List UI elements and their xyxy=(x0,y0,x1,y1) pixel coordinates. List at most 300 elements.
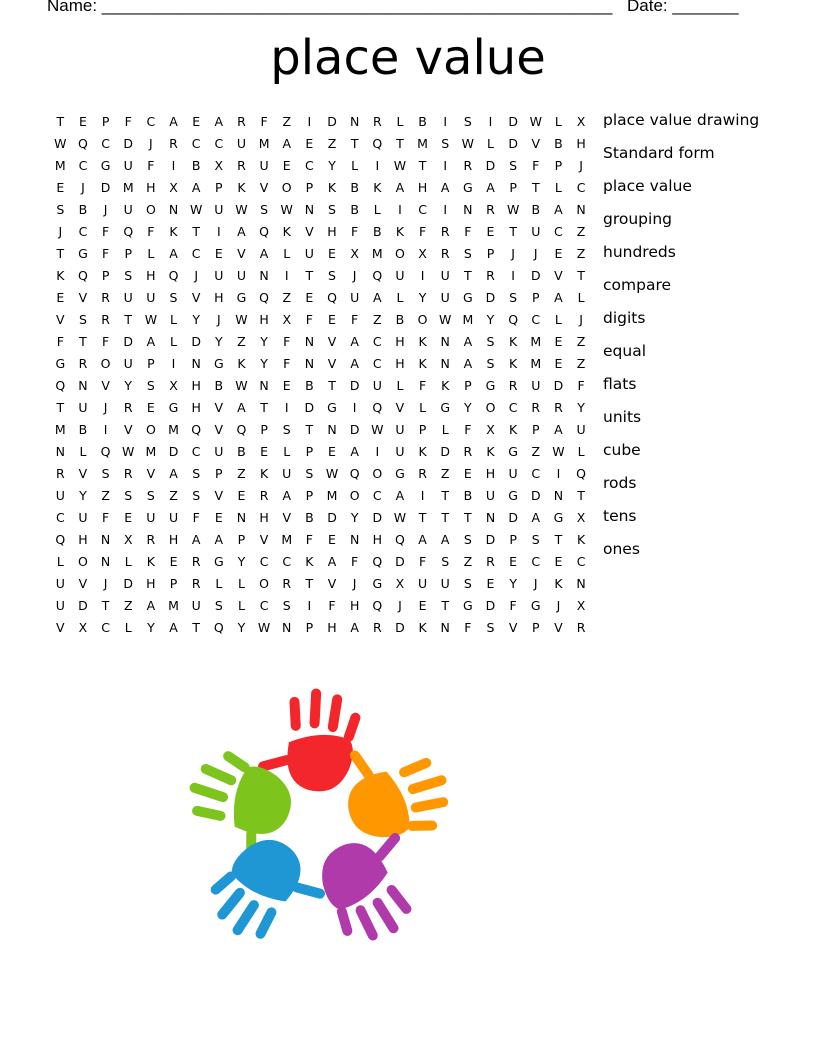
grid-letter: I xyxy=(171,355,176,371)
grid-letter: C xyxy=(146,113,156,129)
grid-letter: S xyxy=(509,289,518,305)
grid-letter: G xyxy=(55,355,66,371)
grid-letter: V xyxy=(237,245,246,261)
grid-letter: Z xyxy=(576,223,586,239)
grid-letter: S xyxy=(192,487,201,503)
grid-letter: U xyxy=(123,157,133,173)
grid-letter: A xyxy=(418,531,427,547)
grid-row xyxy=(49,550,592,572)
grid-row xyxy=(49,440,592,462)
grid-letter: C xyxy=(531,465,541,481)
grid-letter: Y xyxy=(124,377,133,393)
grid-letter: P xyxy=(464,377,472,393)
grid-letter: F xyxy=(124,113,132,129)
grid-letter: E xyxy=(509,553,518,569)
grid-letter: C xyxy=(531,311,541,327)
grid-letter: W xyxy=(257,619,271,635)
grid-letter: D xyxy=(78,597,88,613)
grid-letter: H xyxy=(168,531,179,547)
grid-letter: A xyxy=(554,289,563,305)
grid-letter: B xyxy=(373,223,382,239)
grid-letter: E xyxy=(282,157,291,173)
grid-letter: B xyxy=(191,157,201,173)
grid-letter: M xyxy=(168,421,179,437)
grid-letter: G xyxy=(463,289,473,305)
grid-letter: R xyxy=(282,575,292,591)
grid-letter: A xyxy=(191,531,201,547)
grid-letter: Z xyxy=(237,465,246,481)
grid-letter: K xyxy=(282,223,291,239)
grid-letter: E xyxy=(169,553,178,569)
grid-letter: G xyxy=(463,597,473,613)
grid-letter: N xyxy=(485,509,496,525)
grid-letter: R xyxy=(531,399,541,415)
grid-letter: R xyxy=(372,113,382,129)
grid-letter: K xyxy=(259,465,269,481)
grid-letter: O xyxy=(145,421,156,437)
grid-letter: I xyxy=(307,113,312,129)
grid-letter: U xyxy=(350,289,360,305)
grid-letter: U xyxy=(146,509,156,525)
grid-letter: W xyxy=(54,135,67,151)
grid-letter: N xyxy=(259,377,269,393)
grid-row xyxy=(49,396,592,418)
grid-letter: S xyxy=(328,267,336,283)
grid-letter: J xyxy=(149,135,153,151)
grid-letter: D xyxy=(553,377,564,393)
grid-letter: R xyxy=(55,465,65,481)
grid-letter: K xyxy=(486,443,495,459)
grid-letter: N xyxy=(191,355,201,371)
grid-letter: V xyxy=(214,421,224,437)
grid-letter: F xyxy=(56,333,64,349)
grid-row xyxy=(49,308,592,330)
grid-letter: A xyxy=(146,597,156,613)
grid-letter: S xyxy=(328,201,336,217)
grid-letter: A xyxy=(486,179,495,195)
grid-letter: E xyxy=(56,289,65,305)
grid-letter: A xyxy=(282,135,291,151)
grid-letter: T xyxy=(396,135,404,151)
grid-letter: D xyxy=(440,443,451,459)
grid-letter: W xyxy=(439,311,452,327)
word-list-item: place value xyxy=(603,177,692,195)
grid-letter: M xyxy=(530,355,542,371)
grid-letter: K xyxy=(509,355,518,371)
grid-letter: L xyxy=(170,311,177,327)
grid-letter: W xyxy=(552,443,565,459)
grid-letter: B xyxy=(395,311,405,327)
grid-letter: I xyxy=(398,201,402,217)
grid-letter: S xyxy=(124,267,133,283)
grid-letter: Q xyxy=(395,531,405,547)
grid-letter: I xyxy=(443,201,448,217)
grid-letter: O xyxy=(259,575,269,591)
grid-letter: P xyxy=(532,289,540,305)
grid-letter: J xyxy=(511,245,515,261)
grid-letter: P xyxy=(215,179,223,195)
grid-letter: U xyxy=(55,597,65,613)
grid-letter: U xyxy=(395,267,405,283)
word-list-item: hundreds xyxy=(603,243,676,261)
grid-letter: Y xyxy=(79,487,87,503)
grid-letter: T xyxy=(305,267,314,283)
grid-letter: T xyxy=(464,267,472,283)
grid-letter: P xyxy=(305,443,314,459)
grid-letter: N xyxy=(463,201,473,217)
grid-letter: H xyxy=(191,377,201,393)
grid-letter: L xyxy=(283,245,291,261)
grid-letter: N xyxy=(55,443,65,459)
grid-letter: U xyxy=(372,377,382,393)
grid-letter: V xyxy=(531,135,541,151)
grid-letter: N xyxy=(327,421,337,437)
grid-letter: X xyxy=(214,157,224,173)
grid-letter: Q xyxy=(259,289,269,305)
grid-row xyxy=(49,462,592,484)
grid-letter: O xyxy=(485,399,496,415)
grid-letter: G xyxy=(168,399,179,415)
grid-letter: C xyxy=(191,245,201,261)
grid-letter: U xyxy=(440,289,450,305)
grid-letter: V xyxy=(78,465,88,481)
grid-letter: L xyxy=(237,575,245,591)
grid-letter: C xyxy=(576,179,586,195)
grid-letter: V xyxy=(56,619,65,635)
grid-letter: L xyxy=(577,289,585,305)
grid-letter: N xyxy=(259,267,269,283)
grid-letter: P xyxy=(305,487,314,503)
grid-letter: E xyxy=(554,355,563,371)
grid-letter: X xyxy=(350,245,359,261)
grid-row xyxy=(49,176,592,198)
grid-letter: D xyxy=(327,509,337,525)
grid-letter: X xyxy=(78,619,88,635)
grid-letter: R xyxy=(191,575,201,591)
grid-letter: K xyxy=(395,223,405,239)
grid-letter: Z xyxy=(576,355,586,371)
grid-letter: I xyxy=(284,267,289,283)
grid-letter: E xyxy=(237,487,246,503)
grid-letter: G xyxy=(213,553,224,569)
grid-letter: K xyxy=(146,553,155,569)
grid-letter: S xyxy=(441,553,450,569)
grid-letter: Y xyxy=(509,575,517,591)
grid-letter: J xyxy=(533,245,538,261)
grid-letter: K xyxy=(418,619,427,635)
grid-letter: B xyxy=(350,201,359,217)
grid-letter: D xyxy=(327,113,337,129)
grid-letter: V xyxy=(214,487,224,503)
grid-letter: P xyxy=(509,179,517,195)
grid-letter: Q xyxy=(372,597,383,613)
grid-row xyxy=(49,154,592,176)
grid-letter: T xyxy=(418,157,427,173)
letter-grid xyxy=(49,110,592,638)
grid-row xyxy=(49,594,592,616)
grid-letter: D xyxy=(508,113,518,129)
grid-letter: L xyxy=(147,245,155,261)
grid-letter: X xyxy=(418,245,427,261)
grid-letter: B xyxy=(305,509,314,525)
grid-letter: T xyxy=(554,531,563,547)
grid-letter: E xyxy=(554,553,563,569)
grid-letter: C xyxy=(78,157,88,173)
grid-letter: Q xyxy=(123,223,134,239)
grid-letter: T xyxy=(328,377,336,393)
grid-letter: D xyxy=(304,399,315,415)
grid-letter: N xyxy=(282,619,292,635)
grid-letter: J xyxy=(58,223,63,239)
grid-letter: A xyxy=(350,333,359,349)
grid-letter: R xyxy=(440,245,450,261)
grid-letter: K xyxy=(418,333,427,349)
grid-letter: A xyxy=(350,619,359,635)
grid-letter: S xyxy=(260,201,269,217)
grid-letter: W xyxy=(189,201,203,217)
grid-letter: S xyxy=(282,597,291,613)
grid-letter: F xyxy=(577,377,585,393)
grid-letter: U xyxy=(508,465,518,481)
grid-letter: T xyxy=(79,333,87,349)
grid-letter: K xyxy=(237,179,246,195)
grid-letter: W xyxy=(144,311,158,327)
grid-letter: R xyxy=(486,267,495,283)
grid-letter: G xyxy=(530,597,541,613)
grid-letter: R xyxy=(169,135,178,151)
word-list-item: place value drawing xyxy=(603,111,760,129)
grid-letter: K xyxy=(418,355,427,371)
grid-letter: C xyxy=(55,509,65,525)
grid-letter: C xyxy=(191,135,201,151)
grid-letter: X xyxy=(282,311,292,327)
grid-letter: W xyxy=(529,113,542,129)
grid-row xyxy=(49,198,592,220)
grid-letter: Q xyxy=(372,135,383,151)
grid-letter: P xyxy=(237,531,246,547)
grid-letter: A xyxy=(146,333,156,349)
grid-letter: Y xyxy=(350,509,359,525)
grid-letter: P xyxy=(260,421,268,437)
grid-letter: D xyxy=(123,135,134,151)
grid-letter: Z xyxy=(373,311,382,327)
grid-letter: P xyxy=(101,267,110,283)
grid-letter: Z xyxy=(237,333,246,349)
date-line: Date: _______ xyxy=(627,0,739,15)
grid-letter: Z xyxy=(531,443,541,459)
grid-row xyxy=(49,330,592,352)
grid-letter: Z xyxy=(101,487,110,503)
grid-letter: A xyxy=(191,179,201,195)
grid-letter: G xyxy=(440,399,451,415)
grid-letter: L xyxy=(441,421,449,437)
grid-letter: C xyxy=(508,399,518,415)
grid-letter: A xyxy=(554,421,563,437)
grid-letter: L xyxy=(419,399,427,415)
grid-letter: G xyxy=(100,157,111,173)
grid-letter: L xyxy=(487,135,494,151)
grid-letter: H xyxy=(146,575,156,591)
purple-hand xyxy=(304,817,442,956)
grid-letter: G xyxy=(508,443,518,459)
grid-letter: S xyxy=(486,355,495,371)
grid-letter: S xyxy=(463,575,472,591)
grid-letter: Y xyxy=(260,333,268,349)
grid-letter: T xyxy=(531,179,540,195)
grid-letter: P xyxy=(169,575,178,591)
grid-letter: F xyxy=(464,421,472,437)
grid-letter: Q xyxy=(78,267,88,283)
grid-letter: B xyxy=(531,201,541,217)
grid-letter: V xyxy=(305,223,314,239)
grid-letter: F xyxy=(102,223,110,239)
grid-letter: M xyxy=(145,443,157,459)
grid-letter: C xyxy=(78,223,88,239)
grid-letter: E xyxy=(124,509,133,525)
grid-letter: I xyxy=(103,421,108,437)
grid-letter: V xyxy=(101,377,110,393)
grid-letter: M xyxy=(122,179,134,195)
word-list-item: digits xyxy=(603,309,646,327)
grid-letter: E xyxy=(260,443,269,459)
grid-letter: Y xyxy=(486,311,495,327)
grid-letter: W xyxy=(393,157,407,173)
grid-letter: T xyxy=(56,245,65,261)
grid-letter: L xyxy=(79,443,87,459)
grid-letter: S xyxy=(305,465,314,481)
grid-row xyxy=(49,352,592,374)
grid-letter: A xyxy=(463,333,473,349)
grid-letter: C xyxy=(372,487,382,503)
grid-letter: A xyxy=(440,179,450,195)
grid-letter: U xyxy=(236,135,247,151)
grid-letter: J xyxy=(194,267,198,283)
grid-letter: N xyxy=(576,201,586,217)
grid-letter: Q xyxy=(508,311,519,327)
grid-letter: D xyxy=(191,333,201,349)
grid-letter: C xyxy=(259,597,269,613)
grid-letter: K xyxy=(509,421,518,437)
grid-letter: J xyxy=(533,575,538,591)
grid-letter: Z xyxy=(440,465,450,481)
grid-letter: Y xyxy=(192,311,200,327)
word-list-item: cube xyxy=(603,441,641,459)
grid-letter: F xyxy=(305,531,313,547)
grid-letter: D xyxy=(395,553,405,569)
grid-letter: M xyxy=(258,135,270,151)
grid-letter: S xyxy=(101,465,110,481)
grid-letter: G xyxy=(327,399,337,415)
grid-letter: U xyxy=(146,289,156,305)
grid-letter: V xyxy=(282,509,291,525)
grid-row xyxy=(49,572,592,594)
grid-letter: J xyxy=(352,267,357,283)
grid-letter: T xyxy=(441,487,450,503)
grid-letter: Q xyxy=(168,267,179,283)
grid-letter: L xyxy=(56,553,64,569)
grid-letter: M xyxy=(54,157,66,173)
grid-letter: G xyxy=(485,377,496,393)
grid-letter: X xyxy=(123,531,133,547)
grid-letter: N xyxy=(553,487,564,503)
grid-letter: I xyxy=(307,597,312,613)
grid-letter: R xyxy=(78,355,88,371)
grid-letter: V xyxy=(259,179,269,195)
grid-letter: V xyxy=(214,399,224,415)
grid-letter: U xyxy=(576,421,586,437)
grid-letter: N xyxy=(78,377,88,393)
grid-letter: A xyxy=(169,113,178,129)
grid-letter: T xyxy=(124,311,133,327)
word-list-item: rods xyxy=(603,474,637,492)
grid-letter: R xyxy=(486,553,495,569)
grid-letter: V xyxy=(508,619,518,635)
grid-letter: A xyxy=(169,619,178,635)
grid-row xyxy=(49,132,592,154)
grid-letter: L xyxy=(373,201,381,217)
grid-letter: E xyxy=(56,179,65,195)
grid-letter: E xyxy=(214,509,223,525)
grid-letter: L xyxy=(396,113,404,129)
grid-letter: U xyxy=(304,245,314,261)
grid-letter: L xyxy=(170,333,177,349)
grid-letter: S xyxy=(463,245,472,261)
grid-letter: I xyxy=(556,465,561,481)
grid-letter: F xyxy=(464,223,472,239)
grid-letter: P xyxy=(532,619,540,635)
grid-letter: Q xyxy=(576,465,586,481)
grid-letter: X xyxy=(576,597,586,613)
grid-letter: I xyxy=(443,157,448,173)
grid-letter: U xyxy=(123,289,133,305)
grid-letter: D xyxy=(508,509,518,525)
grid-letter: X xyxy=(169,377,178,393)
grid-letter: L xyxy=(124,619,132,635)
grid-letter: C xyxy=(259,553,269,569)
grid-letter: K xyxy=(327,179,337,195)
grid-letter: C xyxy=(576,553,586,569)
grid-letter: R xyxy=(576,619,586,635)
grid-letter: Q xyxy=(55,531,66,547)
grid-letter: J xyxy=(103,575,108,591)
grid-letter: P xyxy=(215,465,223,481)
grid-letter: D xyxy=(372,509,383,525)
grid-letter: T xyxy=(441,597,450,613)
grid-letter: A xyxy=(214,113,224,129)
grid-letter: F xyxy=(102,333,110,349)
grid-letter: R xyxy=(508,377,518,393)
grid-letter: T xyxy=(56,113,65,129)
grid-letter: H xyxy=(146,267,156,283)
grid-letter: A xyxy=(373,289,382,305)
grid-letter: Z xyxy=(576,245,586,261)
grid-letter: L xyxy=(215,575,223,591)
grid-letter: E xyxy=(328,531,336,547)
grid-letter: A xyxy=(282,487,291,503)
grid-letter: M xyxy=(530,333,542,349)
grid-letter: T xyxy=(260,399,268,415)
grid-row xyxy=(49,418,592,440)
grid-letter: V xyxy=(56,311,65,327)
grid-letter: T xyxy=(305,421,314,437)
grid-letter: T xyxy=(464,509,472,525)
grid-letter: F xyxy=(192,509,200,525)
grid-letter: V xyxy=(554,619,563,635)
grid-letter: N xyxy=(100,553,111,569)
grid-letter: P xyxy=(101,113,110,129)
grid-letter: R xyxy=(486,201,495,217)
grid-letter: U xyxy=(395,443,405,459)
